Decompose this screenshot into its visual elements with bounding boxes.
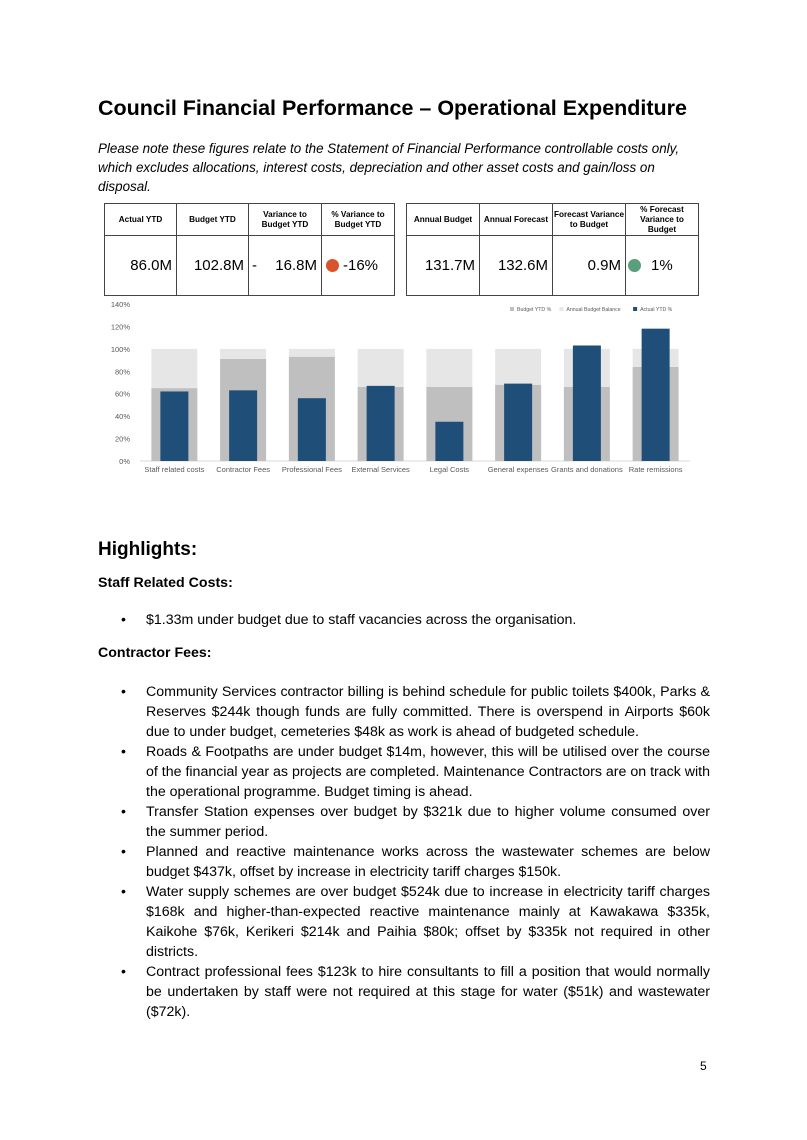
x-tick-label: Grants and donations — [551, 465, 623, 474]
bar-annual-budget-balance — [289, 349, 335, 357]
list-item: • Transfer Station expenses over budget by $321k due to higher volume consumed over the summer period. — [121, 804, 710, 840]
bullet-icon: • — [121, 884, 126, 900]
page-title: Council Financial Performance – Operational Expenditure — [98, 96, 688, 120]
variance-ytd-value: 16.8M — [275, 257, 317, 274]
bar-actual-ytd — [229, 390, 257, 461]
legend-swatch — [633, 307, 637, 311]
bar-annual-budget-balance — [151, 349, 197, 388]
kpi-cell-pct-variance-ytd — [322, 236, 395, 296]
x-tick-label: Legal Costs — [429, 465, 470, 474]
kpi-cell-annual-budget — [407, 236, 480, 296]
contractor-fees-list — [98, 682, 710, 1022]
kpi-table-annual — [406, 203, 699, 296]
bullet-icon: • — [121, 684, 126, 700]
annual-budget-value: 131.7M — [424, 257, 475, 274]
legend-swatch — [510, 307, 514, 311]
actual-ytd-value: 86.0M — [130, 257, 172, 274]
kpi-cell-variance-ytd — [249, 236, 322, 296]
y-tick-label: 40% — [114, 412, 130, 422]
bullet-icon: • — [121, 804, 126, 820]
status-dot-green-icon — [628, 259, 641, 272]
bar-actual-ytd — [435, 422, 463, 461]
bar-annual-budget-balance — [220, 349, 266, 359]
legend-label: Annual Budget Balance — [566, 307, 621, 313]
kpi-header-actual-ytd: Actual YTD — [105, 204, 177, 236]
list-item: • Roads & Footpaths are under budget $14m, however, this will be utilised over the course of the financial year as projects are completed. Maintenance Contractors are on track with the operational programme. Budget timing is ahead. — [121, 744, 710, 800]
x-tick-label: Staff related costs — [144, 465, 205, 474]
list-item: • Water supply schemes are over budget $524k due to increase in electricity tariff charges $168k and higher-than-expected reactive maintenance mainly at Kawakawa $335k, Kaikohe $76k, Kerikeri $214k and Paihia $80k; offset by $335k not required in other districts. — [121, 884, 710, 960]
bar-actual-ytd — [504, 384, 532, 461]
budget-ytd-value: 102.8M — [193, 257, 244, 274]
kpi-header-pct-forecast-variance: % Forecast Variance to Budget — [626, 204, 699, 236]
legend-swatch — [559, 307, 563, 311]
legend-label: Budget YTD % — [517, 307, 552, 313]
kpi-cell-budget-ytd — [177, 236, 249, 296]
y-tick-label: 140% — [110, 300, 130, 309]
bullet-icon: • — [121, 612, 126, 628]
contractor-fees-heading: Contractor Fees: — [98, 645, 212, 661]
kpi-header-forecast-variance: Forecast Variance to Budget — [553, 204, 626, 236]
y-tick-label: 0% — [119, 457, 130, 466]
kpi-header-annual-budget: Annual Budget — [407, 204, 480, 236]
pct-variance-ytd-value: -16% — [343, 257, 379, 274]
list-item: • Planned and reactive maintenance works across the wastewater schemes are below budget $437k, offset by increase in electricity tariff charges $150k. — [121, 844, 710, 880]
bar-actual-ytd — [160, 391, 188, 461]
kpi-header-pct-variance-ytd: % Variance to Budget YTD — [322, 204, 395, 236]
kpi-cell-actual-ytd — [105, 236, 177, 296]
bar-annual-budget-balance — [495, 349, 541, 385]
kpi-cell-pct-forecast-variance — [626, 236, 699, 296]
list-item: • Contract professional fees $123k to hire consultants to fill a position that would normally be undertaken by staff were not required at this stage for water ($51k) and wastewater ($72k). — [121, 964, 710, 1020]
x-tick-label: General expenses — [487, 465, 549, 474]
bar-annual-budget-balance — [358, 349, 404, 387]
staff-costs-list — [98, 610, 710, 630]
y-tick-label: 60% — [114, 389, 130, 399]
list-item: • $1.33m under budget due to staff vacancies across the organisation. — [121, 612, 577, 628]
intro-note: Please note these figures relate to the Statement of Financial Performance controllable costs only, which excludes allocations, interest costs, depreciation and other asset costs and gain/loss on disposal. — [98, 141, 680, 194]
staff-costs-heading: Staff Related Costs: — [98, 575, 233, 591]
bullet-icon: • — [121, 744, 126, 760]
pct-forecast-variance-value: 1% — [651, 257, 673, 274]
page-number: 5 — [700, 1059, 707, 1073]
y-tick-label: 20% — [114, 434, 130, 444]
y-tick-label: 120% — [110, 322, 130, 332]
y-tick-label: 80% — [114, 367, 130, 377]
x-tick-label: Professional Fees — [281, 465, 342, 474]
kpi-header-annual-forecast: Annual Forecast — [480, 204, 553, 236]
status-dot-red-icon — [326, 259, 339, 272]
kpi-table-ytd — [104, 203, 395, 296]
kpi-cell-annual-forecast — [480, 236, 553, 296]
bullet-icon: • — [121, 844, 126, 860]
bar-actual-ytd — [642, 329, 670, 461]
legend-label: Actual YTD % — [640, 307, 673, 313]
list-item: • Community Services contractor billing is behind schedule for public toilets $400k, Parks & Reserves $244k though funds are fully committed. There is overspend in Airports $60k due to under budget, cemeteries $48k as work is ahead of budgeted schedule. — [121, 684, 710, 740]
x-tick-label: Rate remissions — [628, 465, 683, 474]
variance-sign: - — [252, 257, 257, 274]
expenditure-bar-chart — [100, 294, 700, 489]
kpi-header-variance-ytd: Variance to Budget YTD — [249, 204, 322, 236]
bullet-icon: • — [121, 964, 126, 980]
forecast-variance-value: 0.9M — [587, 257, 621, 274]
bar-actual-ytd — [298, 398, 326, 461]
bar-annual-budget-balance — [426, 349, 472, 387]
bar-actual-ytd — [367, 386, 395, 461]
bar-actual-ytd — [573, 345, 601, 461]
x-tick-label: External Services — [351, 465, 410, 474]
y-tick-label: 100% — [110, 344, 130, 354]
highlights-heading: Highlights: — [98, 539, 198, 560]
x-tick-label: Contractor Fees — [216, 465, 271, 474]
annual-forecast-value: 132.6M — [497, 257, 548, 274]
kpi-header-budget-ytd: Budget YTD — [177, 204, 249, 236]
kpi-cell-forecast-variance — [553, 236, 626, 296]
